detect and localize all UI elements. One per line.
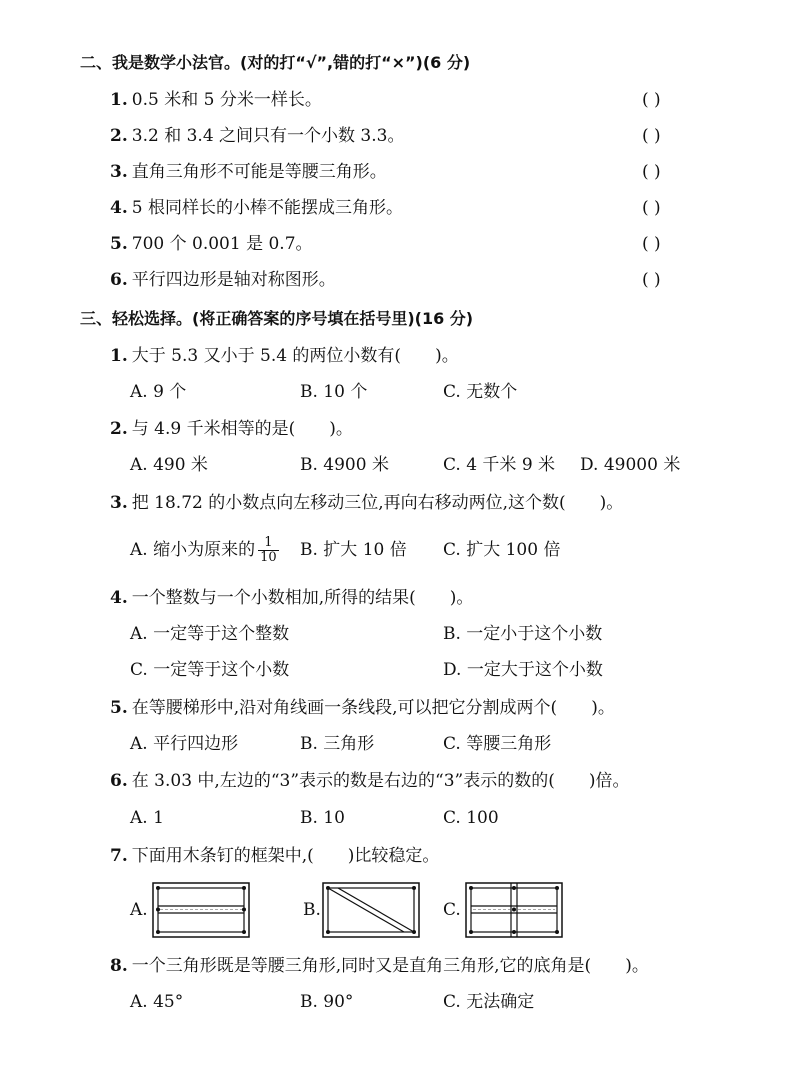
q1-option-a[interactable]: A. 9 个	[130, 382, 187, 402]
question-number: 1.	[110, 346, 128, 366]
question-text: 大于 5.3 又小于 5.4 的两位小数有( )。	[131, 346, 459, 366]
q3-option-a[interactable]	[130, 536, 282, 565]
fraction	[258, 536, 279, 565]
q1-option-b[interactable]: B. 10 个	[300, 382, 368, 402]
answer-paren-2[interactable]: ( )	[642, 126, 661, 146]
judge-item-4	[110, 197, 403, 219]
answer-paren-4[interactable]: ( )	[642, 198, 661, 218]
q4-option-d[interactable]: D. 一定大于这个小数	[443, 660, 603, 680]
q7-option-c[interactable]: C.	[443, 900, 461, 920]
judge-item-2	[110, 125, 404, 147]
question-number: 7.	[110, 846, 128, 866]
item-text: 直角三角形不可能是等腰三角形。	[131, 162, 387, 182]
item-number: 2.	[110, 126, 128, 146]
judge-item-1	[110, 89, 322, 111]
question-text: 一个整数与一个小数相加,所得的结果( )。	[131, 588, 474, 608]
question-text: 下面用木条钉的框架中,( )比较稳定。	[131, 846, 440, 866]
item-number: 3.	[110, 162, 128, 182]
item-number: 5.	[110, 234, 128, 254]
choice-question-4	[110, 587, 473, 609]
answer-paren-3[interactable]: ( )	[642, 162, 661, 182]
q3-option-a-text: A. 缩小为原来的	[130, 540, 256, 560]
q2-option-b[interactable]: B. 4900 米	[300, 455, 389, 475]
fraction-numerator: 1	[258, 536, 279, 551]
question-number: 6.	[110, 771, 128, 791]
choice-question-6	[110, 770, 629, 792]
judge-item-6	[110, 269, 336, 291]
question-text: 把 18.72 的小数点向左移动三位,再向右移动两位,这个数( )。	[131, 493, 624, 513]
section2-title: 二、我是数学小法官。(对的打“√”,错的打“×”)(6 分)	[80, 53, 471, 72]
judge-item-3	[110, 161, 387, 183]
frame-b-figure	[320, 880, 422, 940]
q1-option-c[interactable]: C. 无数个	[443, 382, 518, 402]
q7-option-b[interactable]: B.	[303, 900, 321, 920]
q8-option-c[interactable]: C. 无法确定	[443, 992, 535, 1012]
answer-paren-5[interactable]: ( )	[642, 234, 661, 254]
question-number: 8.	[110, 956, 128, 976]
answer-paren-6[interactable]: ( )	[642, 270, 661, 290]
question-text: 在 3.03 中,左边的“3”表示的数是右边的“3”表示的数的( )倍。	[131, 771, 630, 791]
q5-option-b[interactable]: B. 三角形	[300, 734, 375, 754]
q5-option-a[interactable]: A. 平行四边形	[130, 734, 239, 754]
choice-question-1	[110, 345, 459, 367]
q5-option-c[interactable]: C. 等腰三角形	[443, 734, 552, 754]
item-text: 0.5 米和 5 分米一样长。	[131, 90, 322, 110]
answer-paren-1[interactable]: ( )	[642, 90, 661, 110]
item-text: 700 个 0.001 是 0.7。	[131, 234, 313, 254]
q4-option-c[interactable]: C. 一定等于这个小数	[130, 660, 290, 680]
question-text: 在等腰梯形中,沿对角线画一条线段,可以把它分割成两个( )。	[131, 698, 615, 718]
section3-title: 三、轻松选择。(将正确答案的序号填在括号里)(16 分)	[80, 309, 474, 328]
q6-option-a[interactable]: A. 1	[130, 808, 164, 828]
frame-c-figure	[463, 880, 565, 940]
question-number: 4.	[110, 588, 128, 608]
q6-option-c[interactable]: C. 100	[443, 808, 499, 828]
q4-option-a[interactable]: A. 一定等于这个整数	[130, 624, 290, 644]
choice-question-5	[110, 697, 615, 719]
question-number: 5.	[110, 698, 128, 718]
judge-item-5	[110, 233, 313, 255]
question-number: 3.	[110, 493, 128, 513]
q8-option-a[interactable]: A. 45°	[130, 992, 184, 1012]
q7-option-a[interactable]: A.	[130, 900, 148, 920]
q3-option-c[interactable]: C. 扩大 100 倍	[443, 540, 561, 560]
choice-question-3	[110, 492, 623, 514]
question-text: 一个三角形既是等腰三角形,同时又是直角三角形,它的底角是( )。	[131, 956, 649, 976]
choice-question-7	[110, 845, 439, 867]
item-number: 4.	[110, 198, 128, 218]
item-number: 6.	[110, 270, 128, 290]
item-text: 5 根同样长的小棒不能摆成三角形。	[131, 198, 403, 218]
question-number: 2.	[110, 419, 128, 439]
q2-option-d[interactable]: D. 49000 米	[580, 455, 681, 475]
q3-option-b[interactable]: B. 扩大 10 倍	[300, 540, 407, 560]
choice-question-8	[110, 955, 649, 977]
frame-a-figure	[150, 880, 252, 940]
q8-option-b[interactable]: B. 90°	[300, 992, 354, 1012]
q6-option-b[interactable]: B. 10	[300, 808, 345, 828]
item-text: 平行四边形是轴对称图形。	[131, 270, 336, 290]
item-text: 3.2 和 3.4 之间只有一个小数 3.3。	[131, 126, 405, 146]
q2-option-c[interactable]: C. 4 千米 9 米	[443, 455, 556, 475]
choice-question-2	[110, 418, 353, 440]
fraction-denominator: 10	[260, 550, 277, 565]
q2-option-a[interactable]: A. 490 米	[130, 455, 208, 475]
q4-option-b[interactable]: B. 一定小于这个小数	[443, 624, 603, 644]
question-text: 与 4.9 千米相等的是( )。	[131, 419, 353, 439]
item-number: 1.	[110, 90, 128, 110]
